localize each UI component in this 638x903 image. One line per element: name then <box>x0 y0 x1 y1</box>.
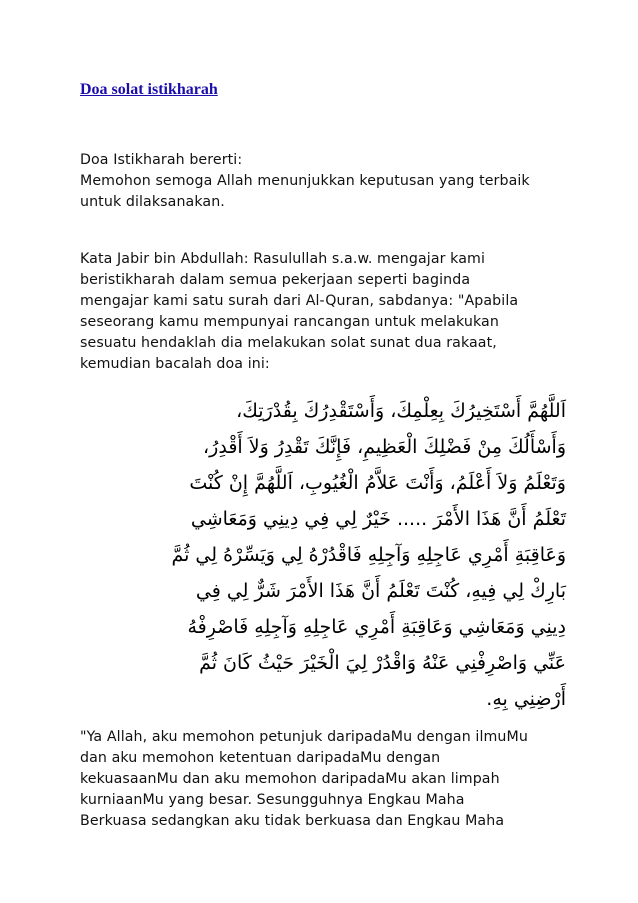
text-line: mengajar kami satu surah dari Al-Quran, sabdanya: "Apabila <box>80 293 519 309</box>
text-line: "Ya Allah, aku memohon petunjuk daripadaMu dengan ilmuMu <box>80 729 528 745</box>
arabic-line: اَللَّهُمَّ أَسْتَخِيرُكَ بِعِلْمِكَ، وَأَسْتَقْدِرُكَ بِقُدْرَتِكَ، <box>236 400 566 422</box>
text-line: kemudian bacalah doa ini: <box>80 356 270 372</box>
arabic-line: بَارِكْ لِي فِيهِ، كُنْتَ تَعْلَمُ أَنَّ هَذَا الأَمْرَ شَرٌّ لِي فِي <box>195 580 566 602</box>
text-line: beristikharah dalam semua pekerjaan seperti baginda <box>80 272 471 288</box>
text-line: seseorang kamu mempunyai rancangan untuk melakukan <box>80 314 499 330</box>
text-line: Berkuasa sedangkan aku tidak berkuasa dan Engkau Maha <box>80 813 505 829</box>
arabic-line: وَتَعْلَمُ وَلاَ أَعْلَمُ، وَأَنْتَ عَلاَّمُ الْغُيُوبِ، اَللَّهُمَّ إِنْ كُنْتَ <box>189 472 566 494</box>
page-title[interactable]: Doa solat istikharah <box>80 81 218 98</box>
text-line: untuk dilaksanakan. <box>80 194 225 210</box>
text-line: Kata Jabir bin Abdullah: Rasulullah s.a.w. mengajar kami <box>80 251 486 267</box>
arabic-line: أَرْضِنِي بِهِ. <box>486 688 566 710</box>
text-line: sesuatu hendaklah dia melakukan solat sunat dua rakaat, <box>80 335 497 351</box>
text-line: kekuasaanMu dan aku memohon daripadaMu akan limpah <box>80 771 500 787</box>
arabic-line: وَعَاقِبَةِ أَمْرِي عَاجِلِهِ وَآجِلِهِ فَاقْدُرْهُ لِي وَيَسِّرْهُ لِي ثُمَّ <box>171 544 566 566</box>
text-line: Memohon semoga Allah menunjukkan keputusan yang terbaik <box>80 173 530 189</box>
narration-paragraph <box>80 249 518 375</box>
arabic-prayer-text <box>76 393 566 723</box>
text-line: dan aku memohon ketentuan daripadaMu dengan <box>80 750 441 766</box>
arabic-line: تَعْلَمُ أَنَّ هَذَا الأَمْرَ ..... خَيْرٌ لِي فِي دِينِي وَمَعَاشِي <box>190 508 566 530</box>
text-line: kurniaanMu yang besar. Sesungguhnya Engkau Maha <box>80 792 465 808</box>
translation-paragraph <box>80 727 528 832</box>
text-line: Doa Istikharah bererti: <box>80 152 243 168</box>
arabic-line: عَنِّي وَاصْرِفْنِي عَنْهُ وَاقْدُرْ لِيَ الْخَيْرَ حَيْثُ كَانَ ثُمَّ <box>199 652 566 674</box>
arabic-line: وَأَسْأَلُكَ مِنْ فَضْلِكَ الْعَظِيمِ، فَإِنَّكَ تَقْدِرُ وَلاَ أَقْدِرُ، <box>203 436 566 458</box>
arabic-line: دِينِي وَمَعَاشِي وَعَاقِبَةِ أَمْرِي عَاجِلِهِ وَآجِلِهِ فَاصْرِفْهُ <box>187 616 566 638</box>
definition-paragraph <box>80 150 530 213</box>
